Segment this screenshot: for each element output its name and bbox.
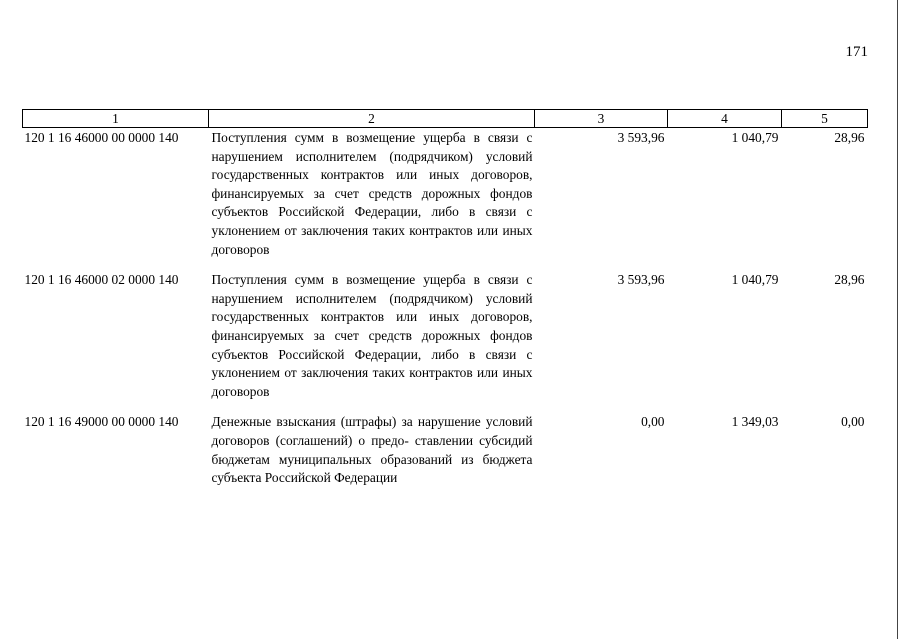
budget-code: 120 1 16 49000 00 0000 140 (24, 414, 179, 430)
table-row (23, 128, 868, 271)
value-col-4: 1 349,03 (731, 414, 779, 430)
page-number: 171 (845, 44, 868, 60)
header-col-4: 4 (668, 110, 782, 128)
header-row (23, 110, 868, 128)
table-row (23, 270, 868, 412)
table-body (23, 128, 868, 499)
value-col-3: 0,00 (641, 414, 665, 430)
header-col-1: 1 (23, 110, 209, 128)
budget-code: 120 1 16 46000 02 0000 140 (24, 272, 179, 288)
value-col-3: 3 593,96 (617, 130, 665, 145)
table-row (23, 412, 868, 498)
value-col-4: 1 040,79 (731, 272, 779, 288)
budget-code: 120 1 16 46000 00 0000 140 (24, 130, 179, 145)
value-col-5: 28,96 (834, 272, 865, 288)
header-col-5: 5 (782, 110, 868, 128)
row-description: Поступления сумм в возмещение ущерба в связи с нарушением исполнителем (подрядчиком) условий государственных контрактов или иных договоров, финансируемых за счет средств дорожных фондов субъектов Российской Федерации, либо в связи с уклонением от заключения таких контрактов или иных договоров (211, 272, 533, 399)
page-edge-rule (897, 0, 898, 639)
row-description: Поступления сумм в возмещение ущерба в связи с нарушением исполнителем (подрядчиком) условий государственных контрактов или иных договоров, финансируемых за счет средств дорожных фондов субъектов Российской Федерации, либо в связи с уклонением от заключения таких контрактов или иных договоров (211, 130, 533, 257)
value-col-5: 0,00 (841, 414, 865, 430)
value-col-3: 3 593,96 (617, 272, 665, 288)
header-col-2: 2 (209, 110, 535, 128)
revenue-table (22, 109, 868, 499)
table-header (23, 110, 868, 128)
value-col-5: 28,96 (834, 130, 865, 145)
header-col-3: 3 (535, 110, 668, 128)
value-col-4: 1 040,79 (731, 130, 779, 145)
row-description: Денежные взыскания (штрафы) за нарушение условий договоров (соглашений) о предо- ставлении субсидий бюджетам муниципальных образований из бюджета субъекта Российской Федерации (211, 414, 533, 486)
